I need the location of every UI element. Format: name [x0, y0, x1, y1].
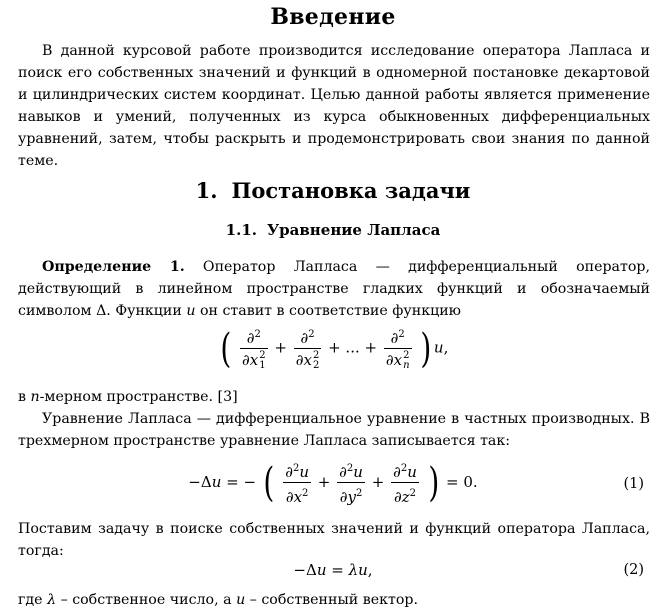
operator-formula: ( ∂$^2$ ∂x 2 1 + ∂$^2$ ∂x 2 2 + ... + ∂$^2$ ∂x 2 n ) u, [219, 325, 449, 372]
definition-label: Определение 1. [42, 259, 185, 275]
final-line [18, 589, 650, 611]
intro-paragraph: В данной курсовой работе производится исследование оператора Лапласа и поиск его собственных значений и функций в одномерной постановке декартовой и цилиндрических систем координат. Целью данной работы является применение навыков и умений, полученных из курса обыкновенных дифференциальных уравнений, затем, чтобы раскрыть и продемонстрировать свои знания по данной теме. [18, 43, 650, 169]
equation-2-number: (2) [623, 562, 644, 578]
subsection-number: 1.1. [225, 221, 257, 239]
definition-text-2: он ставит в соответствие функцию [195, 303, 461, 319]
dimension-line [18, 386, 650, 408]
section-title: Постановка задачи [231, 178, 471, 203]
subsection-title: Уравнение Лапласа [267, 221, 441, 239]
page-title: Введение [270, 4, 396, 30]
equation-2: −Δu = λu, [293, 561, 373, 579]
problem-paragraph: Поставим задачу в поиске собственных значений и функций оператора Лапласа, тогда: [18, 521, 650, 559]
laplace-paragraph: Уравнение Лапласа — дифференциальное уравнение в частных производных. В трехмерном пространстве уравнение Лапласа записывается так: [18, 411, 650, 449]
definition-var: u [186, 303, 196, 319]
dimension-var: n [30, 389, 40, 405]
equation-1-number: (1) [623, 476, 644, 492]
section-heading [0, 178, 666, 203]
final-lambda: λ [47, 592, 57, 608]
definition-text-1: Оператор Лапласа — дифференциальный оператор, действующий в линейном пространстве гладких функций и обозначаемый символом Δ. Функции [18, 259, 650, 319]
final-post: – собственный вектор. [245, 592, 418, 608]
definition-paragraph [18, 256, 650, 322]
equation-1: −Δu = − ( $\frac{\partial^2u}{\partial x^2}$ + $\frac{\partial^2u}{\partial y^2}$ + $\frac{\partial^2u}{\partial z^2}$ ) = 0. [188, 460, 478, 506]
section-number: 1. [195, 178, 218, 203]
final-var: u [236, 592, 246, 608]
dimension-pre: в [18, 389, 31, 405]
final-mid: – собственное число, а [56, 592, 237, 608]
subsection-heading [0, 221, 666, 239]
dimension-post: -мерном пространстве. [3] [39, 389, 238, 405]
final-pre: где [18, 592, 48, 608]
